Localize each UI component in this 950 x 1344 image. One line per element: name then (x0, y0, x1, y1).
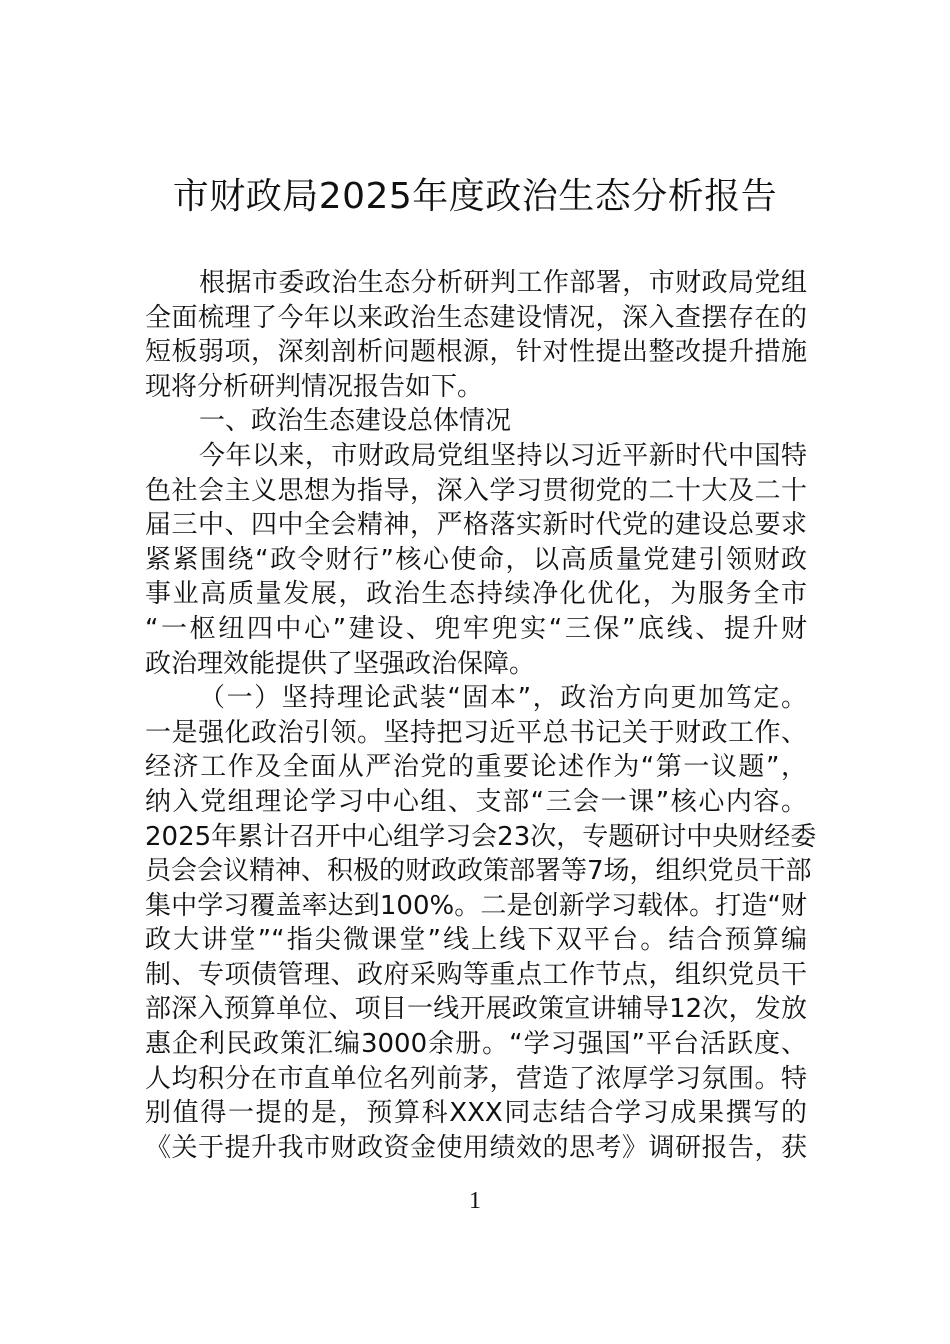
text-line: 今年以来，市财政局党组坚持以习近平新时代中国特 (199, 440, 807, 471)
text-line: 根据市委政治生态分析研判工作部署，市财政局党组 (199, 268, 807, 298)
text-line: 《关于提升我市财政资金使用绩效的思考》调研报告，获 (145, 1132, 807, 1163)
text-line: 全面梳理了今年以来政治生态建设情况，深入查摆存在的 (145, 302, 807, 333)
text-line: 员会会议精神、积极的财政政策部署等7场，组织党员干部 (145, 856, 812, 887)
text-line: 集中学习覆盖率达到100%。二是创新学习载体。打造“财 (145, 890, 807, 921)
text-line: 制、专项债管理、政府采购等重点工作节点，组织党员干 (145, 959, 807, 990)
text-line: 事业高质量发展，政治生态持续净化优化，为服务全市 (145, 579, 807, 610)
document-body (145, 266, 817, 1165)
text-line: 经济工作及全面从严治党的重要论述作为“第一议题”， (145, 752, 807, 783)
text-line: 人均积分在市直单位名列前茅，营造了浓厚学习氛围。特 (145, 1063, 807, 1094)
text-line: “一枢纽四中心”建设、兜牢兜实“三保”底线、提升财 (145, 613, 807, 644)
text-line: 一、政治生态建设总体情况 (199, 406, 512, 437)
page-number: 1 (469, 1188, 481, 1214)
text-line: 现将分析研判情况报告如下。 (145, 371, 484, 402)
text-line: 政治理效能提供了坚强政治保障。 (145, 648, 536, 679)
text-line: 短板弱项，深刻剖析问题根源，针对性提出整改提升措施 (145, 337, 807, 368)
text-line: 色社会主义思想为指导，深入学习贯彻党的二十大及二十 (145, 475, 807, 506)
text-line: 2025年累计召开中心组学习会23次，专题研讨中央财经委 (145, 821, 817, 852)
text-line: 政大讲堂”“指尖微课堂”线上线下双平台。结合预算编 (145, 925, 807, 956)
text-line: （一）坚持理论武装“固本”，政治方向更加笃定。 (199, 683, 807, 714)
text-line: 一是强化政治引领。坚持把习近平总书记关于财政工作、 (145, 717, 807, 748)
text-line: 别值得一提的是，预算科XXX同志结合学习成果撰写的 (145, 1098, 807, 1129)
text-line: 纳入党组理论学习中心组、支部“三会一课”核心内容。 (145, 786, 807, 817)
text-line: 紧紧围绕“政令财行”核心使命，以高质量党建引领财政 (145, 544, 807, 575)
text-line: 届三中、四中全会精神，严格落实新时代党的建设总要求 (145, 510, 807, 541)
text-line: 部深入预算单位、项目一线开展政策宣讲辅导12次，发放 (145, 994, 807, 1025)
document-title: 市财政局2025年度政治生态分析报告 (172, 176, 778, 217)
text-line: 惠企利民政策汇编3000余册。“学习强国”平台活跃度、 (145, 1029, 807, 1060)
